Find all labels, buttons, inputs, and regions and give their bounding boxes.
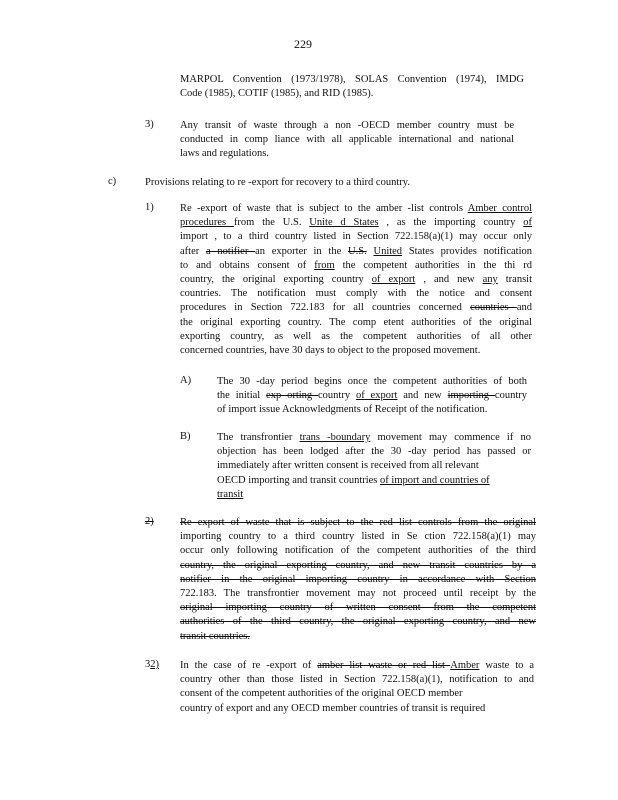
- text-run: concerned countries, have 30 days to object to the proposed movement.: [180, 345, 481, 357]
- text-line: [217, 375, 527, 389]
- text-line: [180, 615, 536, 629]
- paragraph: [180, 659, 534, 716]
- text-run: country: [494, 390, 527, 402]
- text-run: 722.183. The transfrontier movement may not proceed until receipt by the: [180, 588, 536, 600]
- text-run: country of export and any OECD member countries of transit is required: [180, 702, 486, 714]
- inserted-text: Amber control: [467, 203, 532, 214]
- paragraph: [217, 431, 531, 502]
- text-run: the initial: [217, 390, 267, 402]
- text-run: occur only following notification of the competent authorities of the third: [180, 545, 536, 557]
- text-line: [145, 176, 445, 190]
- page-number: 229: [294, 37, 312, 51]
- paragraph: [180, 73, 524, 101]
- text-run: and: [516, 302, 532, 314]
- struck-text: transit countries.: [180, 630, 250, 642]
- item-label-text: 3): [145, 119, 154, 130]
- text-run: immediately after written consent is received from all relevant: [217, 460, 479, 472]
- struck-text: amber list waste or red list: [317, 660, 451, 671]
- struck-text: a notifier: [206, 245, 256, 257]
- text-run: Provisions relating to re -export for recovery to a third country.: [145, 177, 410, 188]
- text-run: conducted in comp liance with all applicable international and national: [180, 134, 514, 146]
- text-line: [180, 601, 536, 615]
- text-run: after: [180, 245, 206, 257]
- inserted-text: of import and countries of: [380, 474, 490, 486]
- text-line: [180, 659, 534, 673]
- text-line: [180, 330, 532, 344]
- text-line: [180, 287, 532, 301]
- paragraph: [145, 176, 445, 190]
- text-line: [180, 216, 532, 230]
- text-line: [180, 544, 536, 558]
- item-label: [145, 202, 154, 213]
- struck-text: country, the original exporting country, and new transit countries by a: [180, 559, 536, 571]
- item-label-text: c): [108, 176, 117, 187]
- text-run: movement may commence if no: [370, 432, 531, 443]
- item-label: [180, 375, 191, 386]
- text-line: [180, 530, 536, 544]
- text-line: [217, 445, 531, 459]
- text-line: [180, 87, 524, 101]
- text-run: exporting country, as well as the competent authorities of all other: [180, 330, 532, 342]
- text-run: OECD importing and transit countries: [217, 474, 381, 486]
- text-run: The transfrontier: [217, 432, 300, 443]
- text-run: , as the importing country: [378, 217, 524, 229]
- text-run: to and obtains consent of: [180, 259, 315, 271]
- text-run: Any transit of waste through a non -OECD member country must be: [180, 120, 514, 131]
- text-line: [217, 403, 527, 417]
- inserted-text: of export: [355, 390, 398, 402]
- text-run: the original exporting country. The comp etent authorities of the original: [180, 316, 532, 328]
- text-line: [180, 344, 532, 358]
- paragraph: [180, 202, 532, 358]
- struck-text: exp orting: [266, 390, 319, 402]
- text-run: transit: [497, 274, 532, 286]
- text-line: [180, 687, 534, 701]
- text-line: [217, 474, 531, 488]
- inserted-text: any: [482, 274, 498, 286]
- text-line: [217, 459, 531, 473]
- text-line: [180, 119, 514, 133]
- paragraph: [217, 375, 527, 418]
- text-line: [180, 673, 534, 687]
- text-run: In the case of re -export of: [180, 660, 318, 671]
- text-run: The 30 -day period begins once the competent authorities of both: [217, 376, 527, 387]
- text-run: from the U.S.: [233, 217, 310, 229]
- text-run: the competent authorities in the thi rd: [334, 259, 532, 271]
- text-run: country: [318, 390, 356, 402]
- text-run: laws and regulations.: [180, 148, 269, 160]
- item-label: [145, 119, 154, 130]
- struck-text: U.S.: [348, 245, 367, 257]
- item-label: [145, 659, 159, 670]
- text-line: [180, 573, 536, 587]
- inserted-text: of export: [371, 274, 416, 286]
- item-label: [180, 431, 191, 442]
- text-run: , and new: [415, 274, 483, 286]
- text-run: importing country to a third country listed in Se ction 722.158(a)(1) may: [180, 531, 536, 543]
- item-label-text: A): [180, 375, 192, 386]
- struck-text: importing: [447, 390, 495, 402]
- text-run: import , to a third country listed in Section 722.158(a)(1) may occur only: [180, 231, 532, 243]
- text-line: [180, 316, 532, 330]
- text-line: [180, 147, 514, 161]
- text-line: [217, 389, 527, 403]
- inserted-text: Unite d States: [309, 217, 379, 229]
- paragraph: [180, 516, 536, 644]
- text-line: [180, 259, 532, 273]
- text-run: and new: [397, 390, 448, 402]
- text-line: [180, 301, 532, 315]
- item-label-text: 1): [145, 202, 154, 213]
- item-label-text: 2): [145, 516, 154, 527]
- inserted-text: of: [523, 217, 532, 229]
- text-run: country other than those listed in Section 722.158(a)(1), notification to and: [180, 674, 534, 686]
- inserted-text: from: [314, 259, 335, 271]
- struck-text: authorities of the third country, the original exporting country, and new: [180, 616, 536, 628]
- item-label: [145, 516, 154, 527]
- text-run: Code (1985), COTIF (1985), and RID (1985).: [180, 88, 374, 100]
- item-label-text: 3: [145, 659, 151, 670]
- text-line: [180, 516, 536, 530]
- text-run: country, the original exporting country: [180, 274, 372, 286]
- item-label-suffix: 2): [150, 659, 159, 670]
- struck-text: original importing country of written consent from the competent: [180, 602, 536, 614]
- inserted-text: transit: [217, 488, 244, 500]
- text-run: consent of the competent authorities of the original OECD member: [180, 688, 463, 700]
- text-line: [180, 559, 536, 573]
- text-line: [180, 230, 532, 244]
- item-label: [108, 176, 116, 187]
- paragraph: [180, 119, 514, 162]
- inserted-text: procedures: [180, 217, 234, 229]
- text-run: countries. The notification must comply with the notice and consent: [180, 288, 532, 300]
- text-line: [217, 431, 531, 445]
- text-line: [180, 587, 536, 601]
- text-line: [180, 702, 534, 716]
- text-run: of import issue Acknowledgments of Receipt of the notification.: [217, 404, 488, 416]
- text-run: an exporter in the: [255, 245, 349, 257]
- text-line: [180, 202, 532, 216]
- text-line: [180, 630, 536, 644]
- text-line: [180, 73, 524, 87]
- struck-text: Re export of waste that is subject to the red list controls from the original: [180, 517, 536, 528]
- text-line: [180, 245, 532, 259]
- inserted-text: trans -boundary: [299, 432, 371, 443]
- text-line: [180, 273, 532, 287]
- struck-text: countries: [470, 302, 517, 314]
- text-run: objection has been lodged after the 30 -day period has passed or: [217, 446, 531, 458]
- text-run: procedures in Section 722.183 for all countries concerned: [180, 302, 471, 314]
- text-line: [217, 488, 531, 502]
- inserted-text: Amber: [450, 660, 480, 671]
- text-run: MARPOL Convention (1973/1978), SOLAS Convention (1974), IMDG: [180, 74, 524, 85]
- inserted-text: United: [373, 245, 403, 257]
- struck-text: notifier in the original importing country in accordance with Section: [180, 573, 536, 585]
- text-run: waste to a: [479, 660, 534, 671]
- item-label-text: B): [180, 431, 191, 442]
- text-line: [180, 133, 514, 147]
- text-run: States provides notification: [402, 245, 532, 257]
- text-run: Re -export of waste that is subject to the amber -list controls: [180, 203, 468, 214]
